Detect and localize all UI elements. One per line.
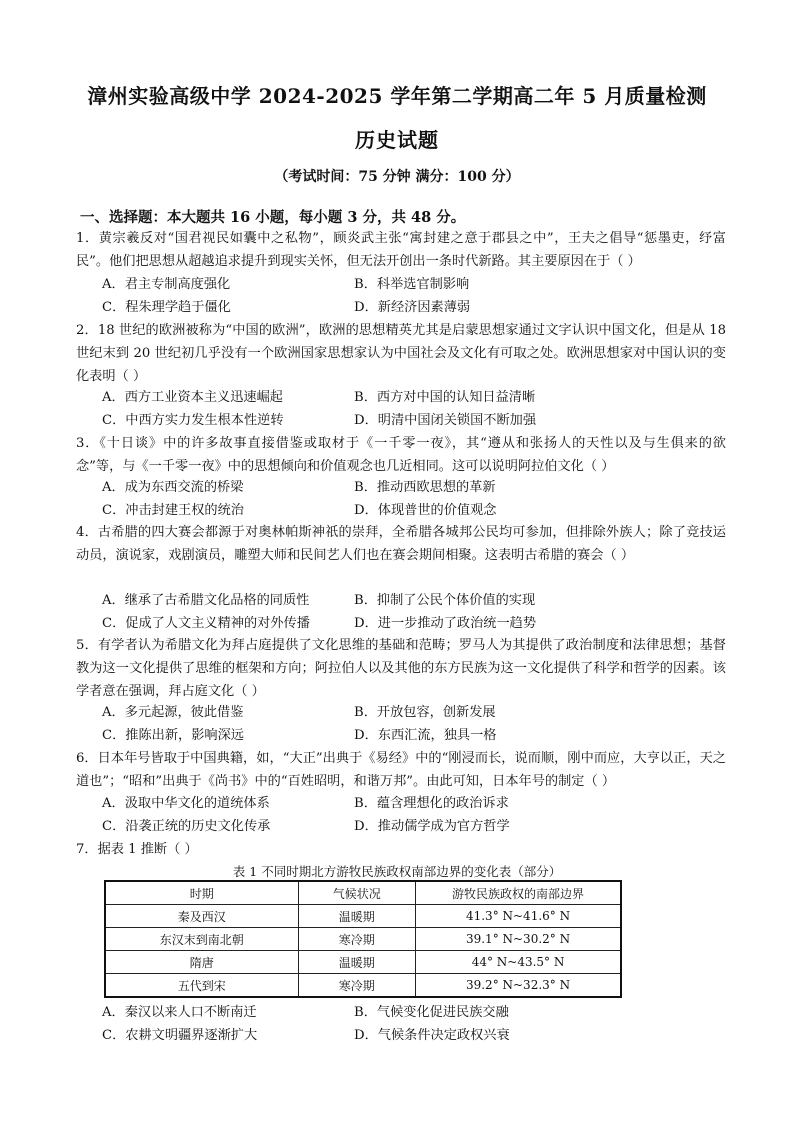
table-row bbox=[105, 974, 621, 998]
table-cell-period: 秦及西汉 bbox=[105, 905, 298, 928]
exam-info: （考试时间：75 分钟 满分：100 分） bbox=[274, 169, 520, 185]
table-cell-climate: 温暖期 bbox=[298, 951, 416, 974]
option-c: C．农耕文明疆界逐渐扩大 bbox=[102, 1028, 258, 1043]
question-7-options bbox=[102, 1001, 642, 1047]
table-cell-boundary: 41.3° N~41.6° N bbox=[416, 905, 621, 928]
table-caption: 表 1 不同时期北方游牧民族政权南部边界的变化表（部分） bbox=[232, 864, 562, 879]
table-header-boundary: 游牧民族政权的南部边界 bbox=[416, 881, 621, 905]
option-b: B．西方对中国的认知日益清晰 bbox=[354, 390, 536, 405]
question-1-options bbox=[102, 273, 642, 319]
table-cell-climate: 寒冷期 bbox=[298, 928, 416, 951]
question-6-stem: 6．日本年号皆取于中国典籍，如，“大正”出典于《易经》中的“刚浸而长，说而顺，刚中而应，大亨以正，天之道也”；“昭和”出典于《尚书》中的“百姓昭明，和谐万邦”。由此可知，日本年号的制定（ ） bbox=[76, 751, 726, 789]
question-2-stem: 2．18 世纪的欧洲被称为“中国的欧洲”，欧洲的思想精英尤其是启蒙思想家通过文字认识中国文化，但是从 18 世纪末到 20 世纪初几乎没有一个欧洲国家思想家认为中国社会及文化有可取之处。欧洲思想家对中国认识的变化表明（ ） bbox=[76, 323, 726, 384]
question-3-stem: 3．《十日谈》中的许多故事直接借鉴或取材于《一千零一夜》，其“遵从和张扬人的天性以及与生俱来的欲念”等，与《一千零一夜》中的思想倾向和价值观念也几近相同。这可以说明阿拉伯文化（ ） bbox=[76, 436, 726, 474]
option-a: A．多元起源，彼此借鉴 bbox=[102, 705, 244, 720]
table-header-period: 时期 bbox=[105, 881, 298, 905]
option-b: B．推动西欧思想的革新 bbox=[354, 480, 496, 495]
question-4-options bbox=[102, 589, 642, 635]
option-c: C．冲击封建王权的统治 bbox=[102, 503, 244, 518]
section-heading: 一、选择题：本大题共 16 小题，每小题 3 分，共 48 分。 bbox=[80, 209, 466, 226]
option-b: B．气候变化促进民族交融 bbox=[354, 1005, 509, 1020]
option-c: C．推陈出新，影响深远 bbox=[102, 728, 244, 743]
table-cell-boundary: 39.1° N~30.2° N bbox=[416, 928, 621, 951]
table-cell-climate: 寒冷期 bbox=[298, 974, 416, 998]
option-c: C．程朱理学趋于僵化 bbox=[102, 300, 231, 315]
option-d: D．推动儒学成为官方哲学 bbox=[354, 819, 510, 834]
option-a: A．继承了古希腊文化品格的同质性 bbox=[102, 593, 310, 608]
option-b: B．开放包容，创新发展 bbox=[354, 705, 496, 720]
exam-title: 漳州实验高级中学 2024-2025 学年第二学期高二年 5 月质量检测 bbox=[87, 84, 707, 108]
question-4-stem: 4．古希腊的四大赛会都源于对奥林帕斯神祇的崇拜，全希腊各城邦公民均可参加，但排除外族人；除了竞技运动员，演说家，戏剧演员，雕塑大师和民间艺人们也在赛会期间相聚。这表明古希腊的赛会（ ） bbox=[76, 525, 726, 563]
exam-subtitle: 历史试题 bbox=[355, 128, 439, 152]
question-5-stem: 5．有学者认为希腊文化为拜占庭提供了文化思维的基础和范畴；罗马人为其提供了政治制度和法律思想；基督教为这一文化提供了思维的框架和方向；阿拉伯人以及其他的东方民族为这一文化提供了科学和哲学的因素。该学者意在强调，拜占庭文化（ ） bbox=[76, 638, 726, 699]
table-cell-boundary: 44° N~43.5° N bbox=[416, 951, 621, 974]
boundary-table bbox=[104, 880, 622, 998]
question-2-options bbox=[102, 386, 642, 432]
option-a: A．秦汉以来人口不断南迁 bbox=[102, 1005, 257, 1020]
table-cell-period: 五代到宋 bbox=[105, 974, 298, 998]
option-d: D．新经济因素薄弱 bbox=[354, 300, 471, 315]
table-cell-climate: 温暖期 bbox=[298, 905, 416, 928]
option-d: D．气候条件决定政权兴衰 bbox=[354, 1028, 510, 1043]
question-5-options bbox=[102, 701, 642, 747]
question-7-stem: 7．据表 1 推断（ ） bbox=[76, 842, 198, 857]
option-b: B．抑制了公民个体价值的实现 bbox=[354, 593, 536, 608]
table-row bbox=[105, 928, 621, 951]
option-d: D．东西汇流，独具一格 bbox=[354, 728, 497, 743]
question-6-options bbox=[102, 792, 642, 838]
option-a: A．汲取中华文化的道统体系 bbox=[102, 796, 270, 811]
table-row bbox=[105, 951, 621, 974]
table-header-row bbox=[105, 881, 621, 905]
option-c: C．促成了人文主义精神的对外传播 bbox=[102, 616, 310, 631]
question-3-options bbox=[102, 476, 642, 522]
table-header-climate: 气候状况 bbox=[298, 881, 416, 905]
option-a: A．西方工业资本主义迅速崛起 bbox=[102, 390, 283, 405]
option-b: B．蕴含理想化的政治诉求 bbox=[354, 796, 509, 811]
option-d: D．体现普世的价值观念 bbox=[354, 503, 497, 518]
option-a: A．君主专制高度强化 bbox=[102, 277, 231, 292]
table-cell-boundary: 39.2° N~32.3° N bbox=[416, 974, 621, 998]
option-d: D．明清中国闭关锁国不断加强 bbox=[354, 413, 537, 428]
table-cell-period: 隋唐 bbox=[105, 951, 298, 974]
option-d: D．进一步推动了政治统一趋势 bbox=[354, 616, 537, 631]
question-1-stem: 1．黄宗羲反对“国君视民如囊中之私物”，顾炎武主张“寓封建之意于郡县之中”，王夫之倡导“惩墨吏，纾富民”。他们把思想从超越追求提升到现实关怀，但无法开创出一条时代新路。其主要原因在于（ ） bbox=[76, 231, 726, 269]
table-row bbox=[105, 905, 621, 928]
option-c: C．沿袭正统的历史文化传承 bbox=[102, 819, 271, 834]
option-b: B．科举选官制影响 bbox=[354, 277, 470, 292]
option-c: C．中西方实力发生根本性逆转 bbox=[102, 413, 284, 428]
table-cell-period: 东汉末到南北朝 bbox=[105, 928, 298, 951]
option-a: A．成为东西交流的桥梁 bbox=[102, 480, 244, 495]
